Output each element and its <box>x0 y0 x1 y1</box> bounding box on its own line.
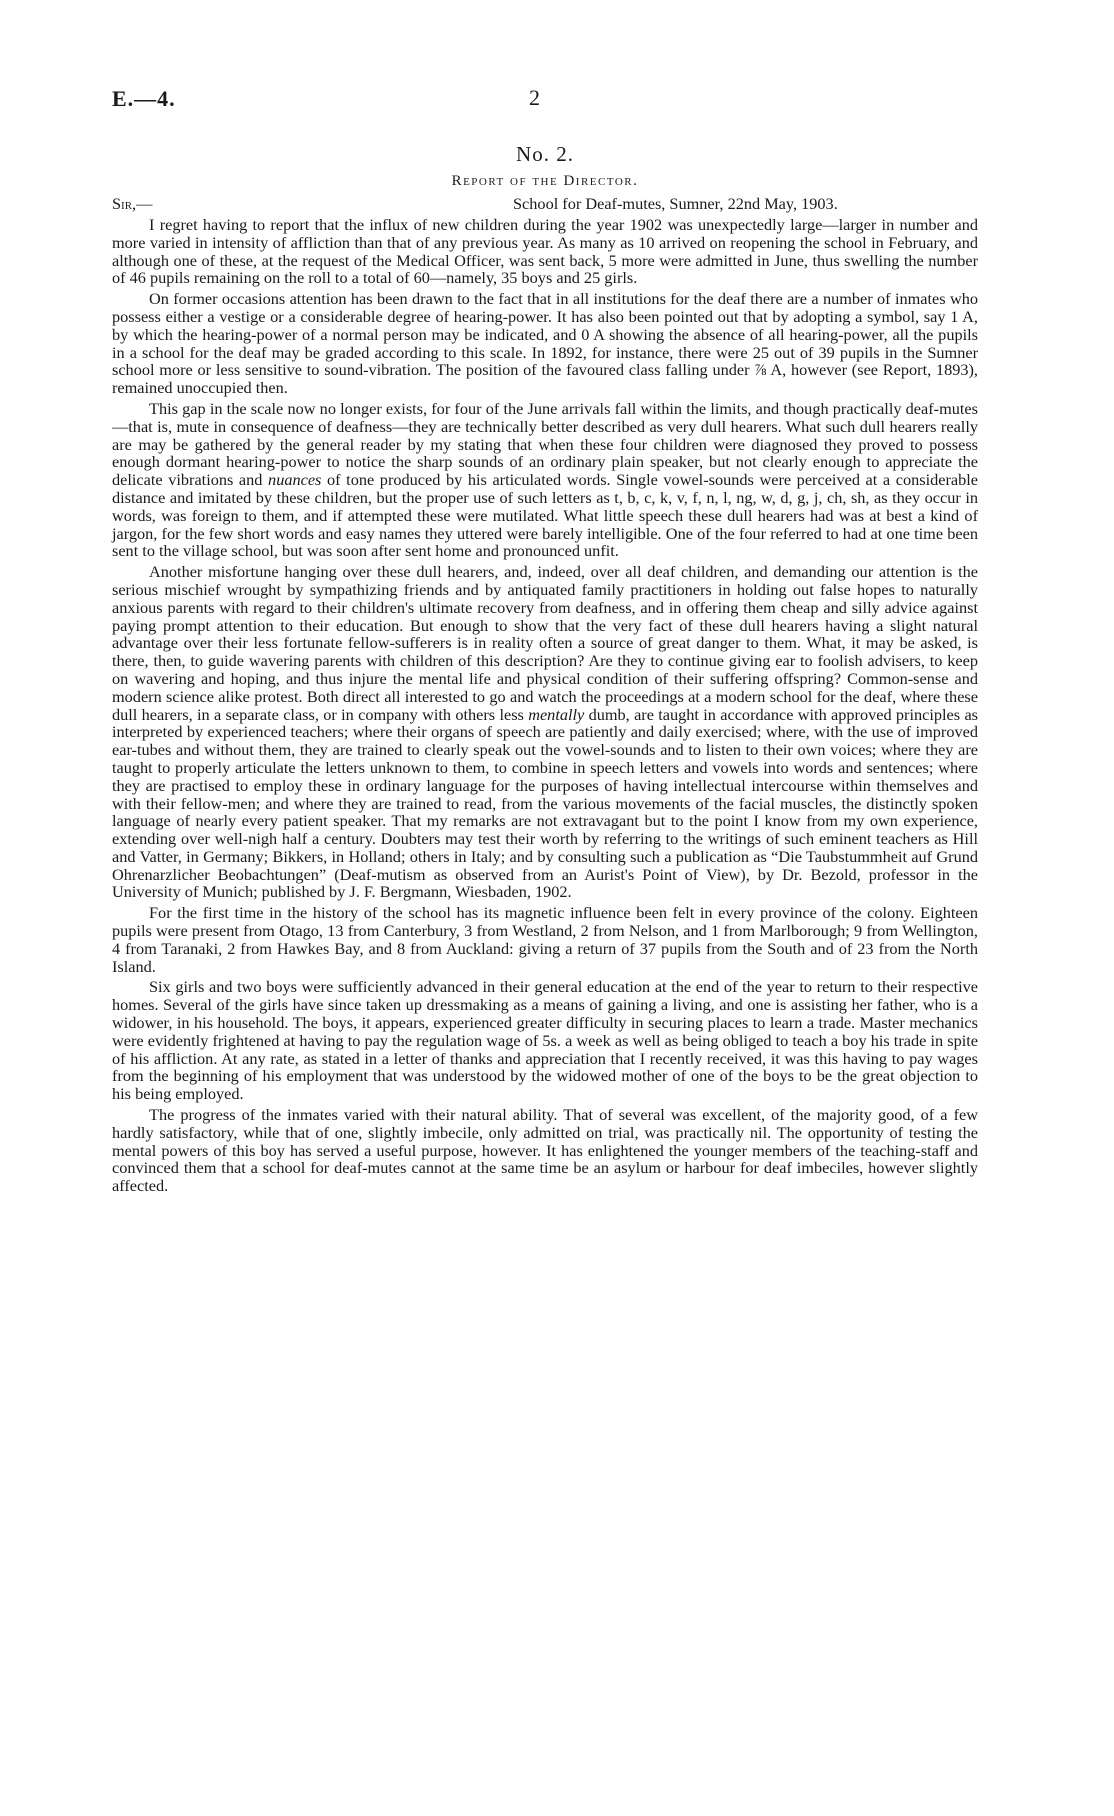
paragraph-text: This gap in the scale now no longer exists, for four of the June arrivals fall within the limits, and though practically deaf-mutes—that is, mute in consequence of deafness—they are technically better described as very dull hearers. What such dull hearers really are may be gathered by the general reader by my stating that when these four children were diagnosed they proved to possess enough dormant hearing-power to notice the sharp sounds of an ordinary plain speaker, but not clearly enough to appreciate the delicate vibrations and <box>112 398 978 490</box>
report-body <box>112 216 978 1195</box>
paragraph: Six girls and two boys were sufficiently advanced in their general education at the end of the year to return to their respective homes. Several of the girls have since taken up dressmaking as a means of gaining a living, and one is assisting her father, who is a widower, in his household. The boys, it appears, experienced greater difficulty in securing places to learn a trade. Master mechanics were evidently frightened at having to pay the regulation wage of 5s. a week as well as being obliged to teach a boy his trade in spite of his affliction. At any rate, as stated in a letter of thanks and appreciation that I recently received, it was this having to pay wages from the beginning of his employment that was understood by the widowed mother of one of the boys to be the great objection to his being employed. <box>112 977 978 1104</box>
paragraph <box>112 563 978 901</box>
page-header <box>112 72 978 112</box>
paragraph-text: Another misfortune hanging over these dull hearers, and, indeed, over all deaf children, and demanding our attention is the serious mischief wrought by sympathizing friends and by antiquated family practitioners in holding out false hopes to naturally anxious parents with regard to their children's ultimate recovery from deafness, and in offering them cheap and silly advice against paying prompt attention to their education. But enough to show that the very fact of these dull hearers having a slight natural advantage over their less fortunate fellow-sufferers is in reality often a source of great danger to them. What, it may be asked, is there, then, to guide wavering parents with children of this description? Are they to continue giving ear to foolish advisers, to keep on wavering and hoping, and thus injure the mental life and physical condition of their suffering offspring? Common-sense and modern science alike protest. Both direct all interested to go and watch the proceedings at a modern school for the deaf, where these dull hearers, in a separate class, or in company with others less <box>112 562 978 724</box>
document-title: Report of the Director. <box>451 173 639 189</box>
page-content <box>112 72 978 1198</box>
page-reference: E.—4. <box>112 86 176 111</box>
document-number: No. 2. <box>516 142 574 166</box>
italic-term: nuances <box>268 470 322 490</box>
italic-term: mentally <box>528 704 585 724</box>
salutation: Sir,— <box>112 194 153 213</box>
paragraph: I regret having to report that the influx of new children during the year 1902 was unexpectedly large—larger in number and more varied in intensity of affliction than that of any previous year. As many as 10 arrived on reopening the school in February, and although one of these, at the request of the Medical Officer, was sent back, 5 more were admitted in June, thus swelling the number of 46 pupils remaining on the roll to a total of 60—namely, 35 boys and 25 girls. <box>112 215 978 288</box>
paragraph-text: of tone produced by his articulated words. Single vowel-sounds were perceived at a considerable distance and imitated by these children, but the proper use of such letters as t, b, c, k, v, f, n, l, ng, w, d, g, j, ch, sh, as they occur in words, was foreign to them, and if attempted these were mutilated. What little speech these dull hearers had was at best a kind of jargon, for the few short words and easy names they uttered were barely intelligible. One of the four referred to had at one time been sent to the village school, but was soon after sent home and pronounced unfit. <box>112 470 978 561</box>
paragraph-text: dumb, are taught in accordance with approved principles as interpreted by experienced teachers; where their organs of speech are patiently and daily exercised; where, with the use of improved ear-tubes and without them, they are trained to clearly speak out the vowel-sounds and to listen to their own voices; where they are taught to properly articulate the letters unknown to them, to combine in speech letters and vowels into words and sentences; where they are practised to employ these in ordinary language for the purposes of having intellectual intercourse within themselves and with their fellow-men; and where they are trained to read, from the various movements of the facial muscles, the distinctly spoken language of nearly every patient speaker. That my remarks are not extravagant but to the point I know from my own experience, extending over well-nigh half a century. Doubters may test their worth by referring to the writings of such eminent teachers as Hill and Vatter, in Germany; Bikkers, in Holland; others in Italy; and by consulting such a publication as “Die Taubstummheit auf Grund Ohrenarzlicher Beobachtungen” (Deaf-mutism as observed from an Aurist's Point of View), by Dr. Bezold, professor in the University of Munich; published by J. F. Bergmann, Wiesbaden, 1902. <box>112 704 979 902</box>
paragraph: For the first time in the history of the school has its magnetic influence been felt in every province of the colony. Eighteen pupils were present from Otago, 13 from Canterbury, 3 from Westland, 2 from Nelson, and 1 from Marlborough; 9 from Wellington, 4 from Taranaki, 2 from Hawkes Bay, and 8 from Auckland: giving a return of 37 pupils from the South and of 23 from the North Island. <box>112 903 978 976</box>
paragraph: On former occasions attention has been drawn to the fact that in all institutions for the deaf there are a number of inmates who possess either a vestige or a considerable degree of hearing-power. It has also been pointed out that by adopting a symbol, say 1 A, by which the hearing-power of a normal person may be indicated, and 0 A showing the absence of all hearing-power, all the pupils in a school for the deaf may be graded according to this scale. In 1892, for instance, there were 25 out of 39 pupils in the Sumner school more or less sensitive to sound-vibration. The position of the favoured class falling under ⅞ A, however (see Report, 1893), remained unoccupied then. <box>112 289 978 398</box>
salutation-row <box>112 194 978 216</box>
paragraph <box>112 400 978 560</box>
page-number: 2 <box>529 85 540 110</box>
paragraph: The progress of the inmates varied with their natural ability. That of several was excellent, of the majority good, of a few hardly satisfactory, while that of one, slightly imbecile, only admitted on trial, was practically nil. The opportunity of testing the mental powers of this boy has served a useful purpose, however. It has enlightened the younger members of the teaching-staff and convinced them that a school for deaf-mutes cannot at the same time be an asylum or harbour for deaf imbeciles, however slightly affected. <box>112 1105 978 1196</box>
dateline: School for Deaf-mutes, Sumner, 22nd May, 1903. <box>513 194 838 213</box>
